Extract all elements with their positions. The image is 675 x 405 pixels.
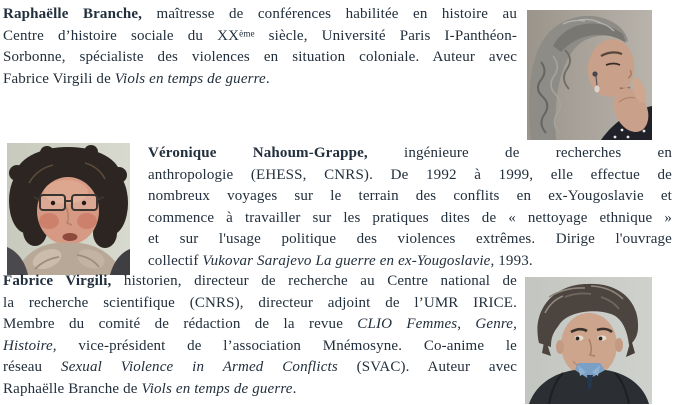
text-segment: Vukovar Sarajevo La guerre en ex-Yougoslavie: [202, 252, 491, 269]
text-segment: (SVAC). Auteur avec: [337, 359, 517, 375]
text-segment: Centre d’histoire sociale du XX: [3, 27, 240, 44]
text-segment: commence à travailler sur les pratiques dites de « nettoyage ethnique »: [148, 209, 672, 226]
bio-text-line: [3, 4, 517, 26]
text-segment: Membre du comité de rédaction de la revue: [3, 316, 358, 332]
text-segment: Viols en temps de guerre: [141, 380, 293, 397]
bio-text-line: [3, 271, 517, 293]
text-segment: .: [265, 70, 270, 87]
bio-text-veronique-nahoum-grappe: [148, 143, 672, 272]
text-segment: ème: [239, 28, 255, 39]
text-segment: siècle, Université Paris I-Panthéon-: [254, 27, 517, 44]
bio-text-line: [3, 357, 517, 379]
text-segment: Raphaëlle Branche de: [3, 380, 142, 397]
text-segment: historien, directeur de recherche au Centre national de: [111, 273, 517, 289]
text-segment: Raphaëlle Branche,: [3, 6, 143, 22]
text-segment: Histoire,: [3, 337, 57, 354]
raphaelle-branche-portrait-image: [527, 10, 652, 140]
bio-text-line: [3, 379, 517, 401]
text-segment: Viols en temps de guerre: [114, 70, 266, 87]
bio-text-line: [148, 251, 672, 273]
veronique-nahoum-grappe-portrait-image: [7, 143, 130, 275]
bio-text-line: [148, 186, 672, 208]
text-segment: collectif: [148, 252, 203, 269]
bio-text-line: [3, 293, 517, 315]
bio-text-line: [148, 229, 672, 251]
text-segment: Fabrice Virgili,: [3, 273, 112, 289]
text-segment: Sorbonne, spécialiste des violences en situation coloniale. Auteur avec: [3, 49, 517, 65]
text-segment: vice-président de l’association Mnémosyne. Co-anime le: [56, 337, 517, 354]
fabrice-virgili-portrait-image: [525, 277, 652, 404]
bio-text-line: [3, 69, 517, 91]
text-segment: , 1993.: [490, 252, 533, 269]
text-segment: réseau: [3, 359, 62, 375]
text-segment: la recherche scientifique (CNRS), directeur adjoint de l’UMR IRICE.: [3, 294, 517, 311]
bio-text-line: [3, 314, 517, 336]
photo-veronique-nahoum-grappe: [7, 143, 130, 275]
bio-text-line: [3, 336, 517, 358]
text-segment: Véronique Nahoum-Grappe,: [148, 145, 368, 161]
text-segment: ingénieure de recherches en: [367, 145, 673, 161]
bio-text-line: [148, 165, 672, 187]
bio-text-line: [3, 26, 517, 48]
text-segment: et sur l'usage politique des violences extrêmes. Dirige l'ouvrage: [148, 231, 672, 247]
bio-text-line: [3, 47, 517, 69]
left-eye: [51, 201, 55, 205]
text-segment: CLIO Femmes, Genre,: [357, 316, 518, 332]
text-segment: .: [292, 380, 297, 397]
photo-fabrice-virgili: [525, 277, 652, 404]
photo-raphaelle-branche: [527, 10, 652, 140]
text-segment: maîtresse de conférences habilitée en histoire au: [142, 6, 517, 22]
text-segment: nombreux voyages sur le terrain des conflits en ex-Yougoslavie et: [148, 188, 672, 204]
bio-text-line: [148, 208, 672, 230]
text-segment: Fabrice Virgili de: [3, 70, 115, 87]
bio-text-line: [148, 143, 672, 165]
right-eye: [82, 201, 86, 205]
text-segment: Sexual Violence in Armed Conflicts: [61, 359, 338, 375]
bio-text-raphaelle-branche: [3, 4, 517, 90]
bio-text-fabrice-virgili: [3, 271, 517, 400]
text-segment: anthropologie (EHESS, CNRS). De 1992 à 1999, elle effectue de: [148, 166, 672, 183]
